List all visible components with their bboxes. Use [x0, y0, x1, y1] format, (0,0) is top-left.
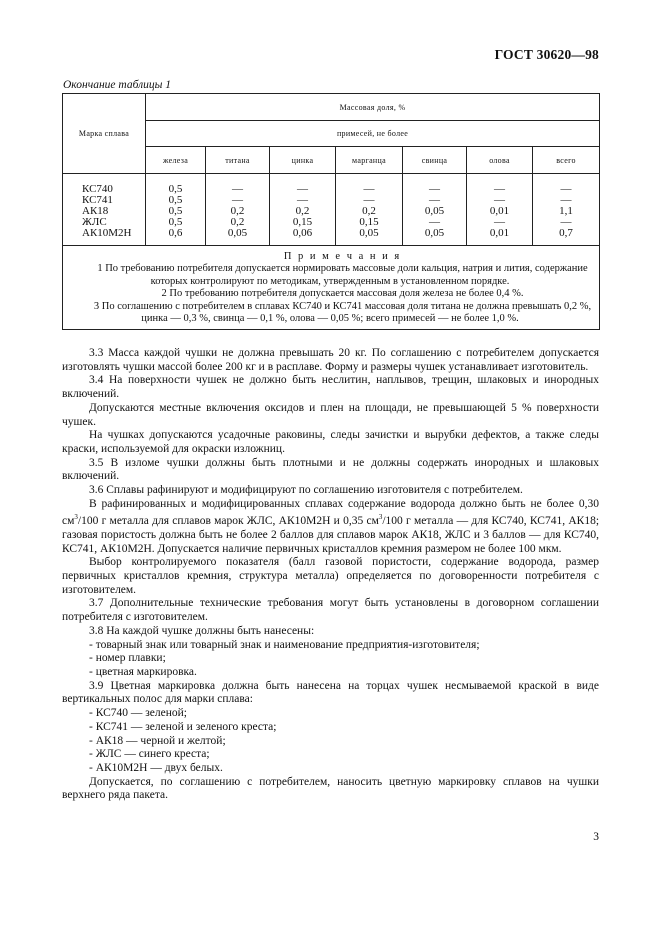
- list-item: - КС741 — зеленой и зеленого креста;: [89, 720, 277, 733]
- value-cell: 0,5: [168, 216, 183, 228]
- paragraph: Допускается, по соглашению с потребителем, наносить цветную маркировку сплавов на чушки верхнего ряда пакета.: [62, 775, 599, 802]
- value-cell: —: [232, 194, 243, 206]
- iron-column: [146, 174, 206, 246]
- superscript: 3: [378, 513, 383, 522]
- value-cell: 0,05: [359, 227, 379, 239]
- grade-header: Марка сплава: [63, 94, 146, 174]
- manganese-column: [336, 174, 403, 246]
- table-caption: Окончание таблицы 1: [63, 79, 171, 91]
- text-run: /100 г металла для сплавов марок ЖЛС, АК10М2Н и 0,35 см: [77, 515, 379, 528]
- value-cell: 1,1: [559, 205, 573, 217]
- value-cell: —: [429, 194, 440, 206]
- value-cell: 0,5: [168, 194, 183, 206]
- paragraph: Выбор контролируемого показателя (балл газовой пористости, содержание водорода, размер первичных кристаллов кремния, структура металла) определяется по договоренности потребителя с изготовителем.: [62, 556, 599, 596]
- composition-table: [62, 93, 600, 330]
- text-run: /100 г металла — для КС740, КС741, АК18; газовая пористость должна быть не более 2 баллов для сплавов марок АК18, ЖЛС и 3 баллов — для КС740, КС741, АК10М2Н. Допускается наличие первичных кристаллов кремния размером не более 100 мкм.: [62, 515, 600, 555]
- paragraph: 3.9 Цветная маркировка должна быть нанесена на торцах чушек несмываемой краской в виде вертикальных полос для марки сплава:: [62, 679, 599, 706]
- value-cell: 0,01: [489, 205, 510, 217]
- grade-cell: ЖЛС: [82, 216, 107, 228]
- value-cell: —: [363, 194, 375, 206]
- value-cell: —: [494, 216, 505, 228]
- column-header: титана: [206, 147, 270, 174]
- total-column: [533, 174, 600, 246]
- value-cell: 0,15: [292, 216, 313, 228]
- value-cell: —: [560, 183, 572, 195]
- paragraph: 3.6 Сплавы рафинируют и модифицируют по соглашению изготовителя с потребителем.: [89, 484, 523, 497]
- column-header: олова: [467, 147, 533, 174]
- value-cell: 0,05: [227, 227, 248, 239]
- impurity-header: примесей, не более: [146, 121, 600, 147]
- body-text: [62, 347, 599, 803]
- value-cell: 0,05: [424, 205, 445, 217]
- value-cell: —: [560, 194, 572, 206]
- titanium-column: [206, 174, 270, 246]
- list-item: - цветная маркировка.: [89, 666, 197, 678]
- value-cell: —: [297, 183, 308, 195]
- tin-column: [467, 174, 533, 246]
- value-cell: —: [429, 183, 440, 195]
- value-cell: —: [494, 194, 505, 206]
- column-header: цинка: [270, 147, 336, 174]
- value-cell: 0,06: [292, 227, 313, 239]
- column-header: марганца: [336, 147, 403, 174]
- superscript: 3: [74, 513, 78, 522]
- value-cell: 0,2: [230, 205, 245, 217]
- document-code: ГОСТ 30620—98: [494, 47, 599, 62]
- lead-column: [403, 174, 467, 246]
- value-cell: —: [494, 183, 505, 195]
- paragraph: На чушках допускаются усадочные раковины, следы зачистки и вырубки дефектов, а также следы краски, используемой для окраски изложниц.: [62, 429, 599, 455]
- list-item: - ЖЛС — синего креста;: [89, 748, 210, 761]
- list-item: - АК10М2Н — двух белых.: [89, 761, 223, 774]
- table-notes: [63, 246, 600, 330]
- value-cell: —: [232, 183, 243, 195]
- note-item: 3 По соглашению с потребителем в сплавах КС740 и КС741 массовая доля титана не должна превышать 0,2 %, цинка — 0,3 %, свинца — 0,1 %, олова — 0,05 %; всего примесей — не более 1,0 %.: [93, 300, 592, 325]
- value-cell: 0,5: [168, 183, 183, 195]
- paragraph: Допускаются местные включения оксидов и плен на площади, не превышающей 5 % поверхности чушек.: [62, 401, 599, 428]
- value-cell: —: [560, 216, 572, 228]
- paragraph: 3.8 На каждой чушке должны быть нанесены:: [89, 624, 315, 637]
- list-item: - КС740 — зеленой;: [89, 707, 188, 720]
- paragraph: 3.5 В изломе чушки должны быть плотными и не должны содержать инородных и шлаковых включений.: [62, 456, 599, 483]
- mass-fraction-header: Массовая доля, %: [146, 94, 600, 121]
- grade-cell: АК10М2Н: [82, 227, 132, 239]
- value-cell: 0,01: [489, 227, 510, 239]
- paragraph: 3.3 Масса каждой чушки не должна превышать 20 кг. По соглашению с потребителем допускается изготовлять чушки массой более 200 кг и в расплаве. Форму и размеры чушек устанавливает изготовитель.: [62, 347, 599, 373]
- value-cell: 0,2: [230, 216, 245, 228]
- value-cell: —: [363, 183, 375, 195]
- column-header: свинца: [403, 147, 467, 174]
- column-header: железа: [146, 147, 206, 174]
- value-cell: 0,2: [295, 205, 310, 217]
- list-item: - номер плавки;: [89, 652, 166, 665]
- list-item: - АК18 — черной и желтой;: [89, 734, 226, 747]
- note-item: 2 По требованию потребителя допускается массовая доля железа не более 0,4 %.: [161, 288, 524, 300]
- value-cell: 0,2: [362, 205, 376, 217]
- grade-cell: КС741: [82, 194, 113, 206]
- value-cell: 0,5: [168, 205, 183, 217]
- value-cell: —: [429, 216, 440, 228]
- grade-column: [63, 174, 146, 246]
- value-cell: 0,7: [559, 227, 573, 239]
- grade-cell: АК18: [82, 205, 109, 217]
- list-item: - товарный знак или товарный знак и наименование предприятия-изготовителя;: [89, 638, 480, 651]
- grade-cell: КС740: [82, 183, 113, 195]
- zinc-column: [270, 174, 336, 246]
- value-cell: 0,15: [359, 216, 379, 228]
- paragraph-hydrogen: [62, 498, 599, 557]
- value-cell: —: [297, 194, 308, 206]
- paragraph: 3.4 На поверхности чушек не должно быть неслитин, наплывов, трещин, шлаковых и инородных включений.: [62, 374, 599, 401]
- value-cell: 0,6: [168, 227, 183, 239]
- paragraph: 3.7 Дополнительные технические требования могут быть установлены в договорном соглашении потребителя с изготовителем.: [62, 597, 599, 624]
- value-cell: 0,05: [424, 227, 445, 239]
- column-header: всего: [533, 147, 600, 174]
- notes-title: П р и м е ч а н и я: [283, 251, 402, 262]
- text-run: В рафинированных и модифицированных сплавах содержание водорода должно быть не более 0,30 см: [62, 497, 599, 528]
- note-item: 1 По требованию потребителя допускается нормировать массовые доли кальция, натрия и лития, содержание которых контролируют по методикам, утвержденным в установленном порядке.: [97, 263, 588, 287]
- page-number: 3: [593, 831, 599, 843]
